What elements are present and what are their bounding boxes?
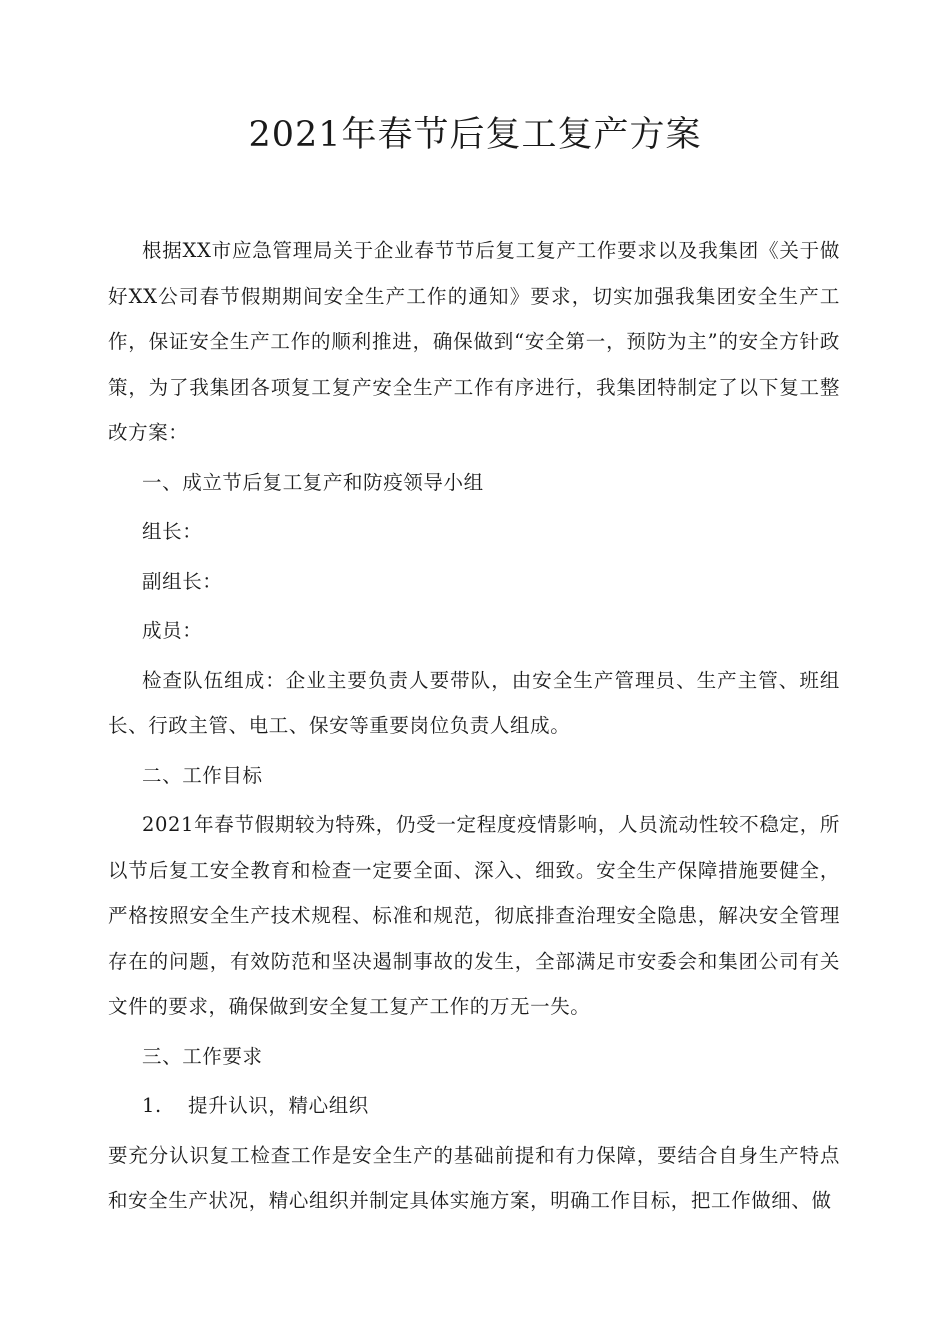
- paragraph-awareness: 要充分认识复工检查工作是安全生产的基础前提和有力保障，要结合自身生产特点和安全生产状况，精心组织并制定具体实施方案，明确工作目标，把工作做细、做: [108, 1143, 840, 1212]
- item-number: 1.: [142, 1094, 162, 1117]
- paragraph-intro: 根据XX市应急管理局关于企业春节节后复工复产工作要求以及我集团《关于做好XX公司春节假期期间安全生产工作的通知》要求，切实加强我集团安全生产工作，保证安全生产工作的顺利推进，确保做到“安全第一，预防为主”的安全方针政策，为了我集团各项复工复产安全生产工作有序进行，我集团特制定了以下复工整改方案：: [108, 239, 840, 444]
- heading-work-requirements: 三、工作要求: [142, 1044, 263, 1068]
- field-members: 成员：: [142, 619, 203, 642]
- field-group-leader: 组长：: [142, 520, 203, 543]
- field-deputy-leader: 副组长：: [142, 569, 223, 593]
- numbered-item: [108, 1083, 840, 1129]
- paragraph-inspection-team: 检查队伍组成：企业主要负责人要带队，由安全生产管理员、生产主管、班组长、行政主管、电工、保安等重要岗位负责人组成。: [108, 668, 840, 737]
- document-body: [108, 228, 840, 1224]
- document-title: 2021年春节后复工复产方案: [248, 115, 702, 155]
- item-text: 提升认识，精心组织: [188, 1094, 369, 1117]
- heading-leadership-group: 一、成立节后复工复产和防疫领导小组: [142, 470, 484, 494]
- paragraph-work-goals: 2021年春节假期较为特殊，仍受一定程度疫情影响，人员流动性较不稳定，所以节后复工安全教育和检查一定要全面、深入、细致。安全生产保障措施要健全，严格按照安全生产技术规程、标准和规范，彻底排查治理安全隐患，解决安全管理存在的问题，有效防范和坚决遏制事故的发生，全部满足市安委会和集团公司有关文件的要求，确保做到安全复工复产工作的万无一失。: [108, 813, 840, 1018]
- heading-work-goals: 二、工作目标: [142, 763, 263, 787]
